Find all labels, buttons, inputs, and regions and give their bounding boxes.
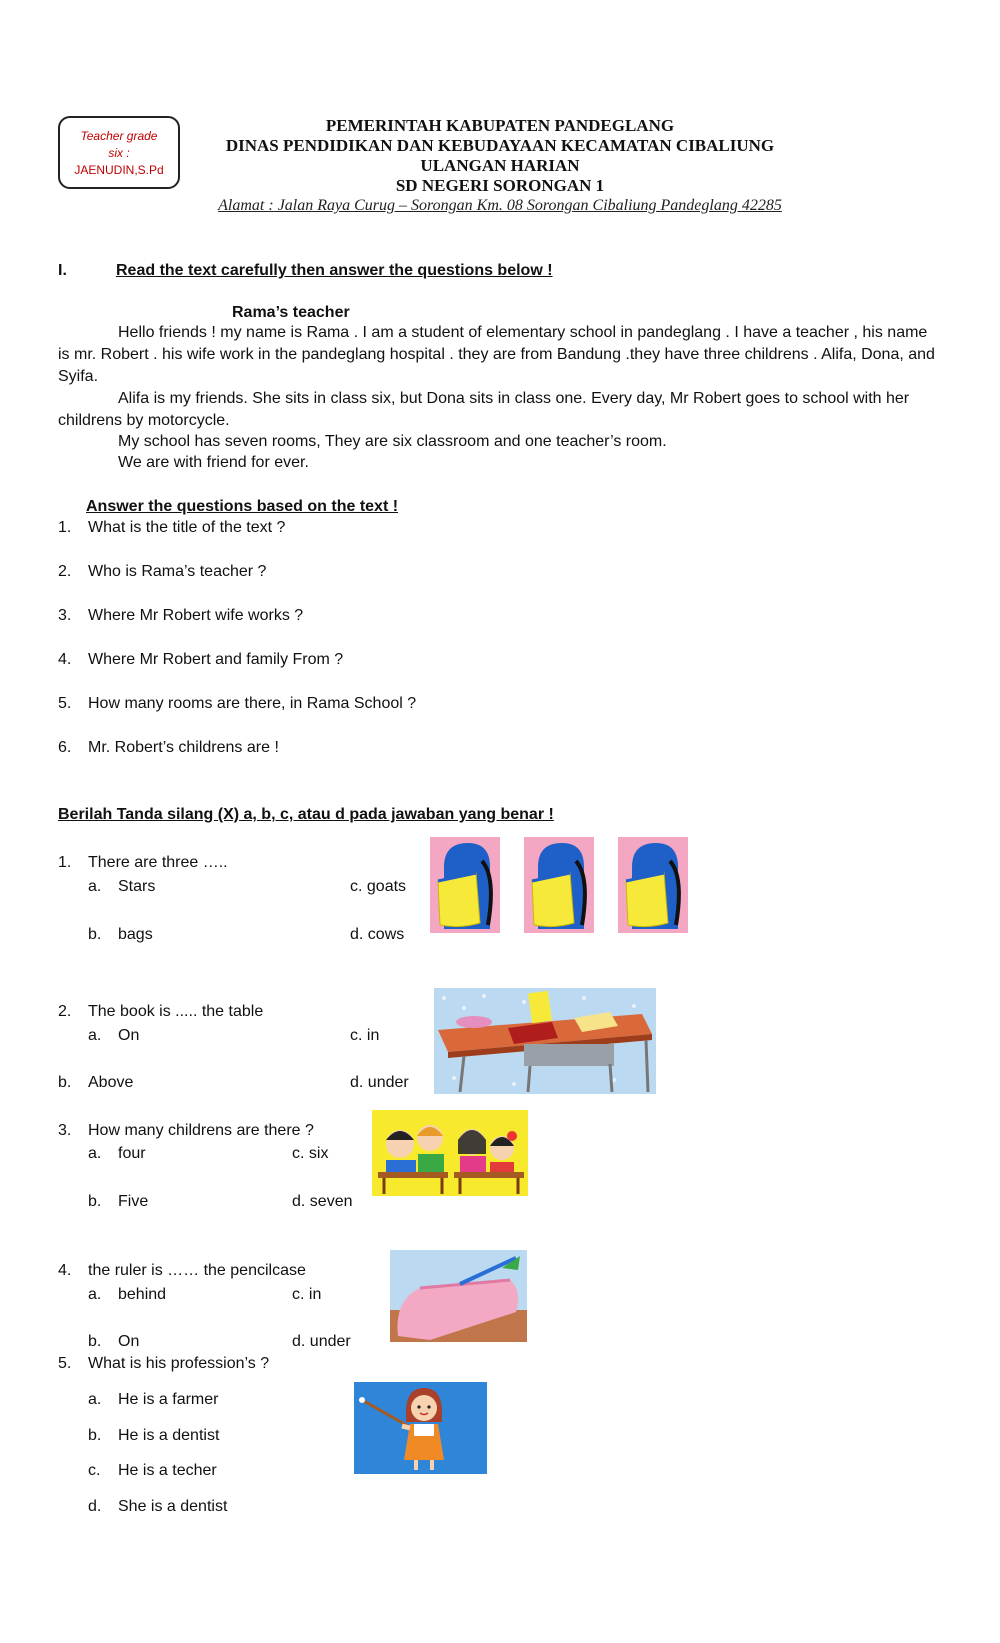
question-number: 6. (58, 739, 72, 756)
mc-question-text: the ruler is …… the pencilcase (88, 1262, 306, 1279)
header-school-name: SD NEGERI SORONGAN 1 (395, 176, 605, 195)
backpack-image (524, 837, 594, 933)
option-a: He is a farmer (118, 1391, 219, 1408)
question-number: 4. (58, 651, 72, 668)
multiple-choice-instruction: Berilah Tanda silang (X) a, b, c, atau d pada jawaban yang benar ! (58, 806, 554, 823)
mc-question-number: 4. (58, 1262, 72, 1279)
teacher-grade-label: Teacher grade (80, 129, 158, 143)
backpack-icon (618, 837, 688, 933)
option-b: Above (88, 1074, 134, 1091)
option-a: On (118, 1027, 140, 1044)
option-letter-b: b. (88, 1193, 102, 1210)
option-letter-b: b. (88, 926, 102, 943)
option-d: d. cows (350, 926, 405, 943)
option-letter-b: b. (88, 1333, 102, 1350)
backpack-image (618, 837, 688, 933)
story-paragraph-4: We are with friend for ever. (118, 454, 309, 471)
option-letter-a: a. (88, 1391, 102, 1408)
teacher-image (354, 1382, 487, 1474)
option-b: bags (118, 926, 153, 943)
question-number: 5. (58, 695, 72, 712)
option-d: d. under (350, 1074, 409, 1091)
desk-icon (434, 988, 656, 1094)
option-c: c. six (292, 1145, 329, 1162)
story-paragraph-2: Alifa is my friends. She sits in class six, but Dona sits in class one. Every day, Mr Robert goes to school with her childrens by motorcycle. (58, 390, 910, 429)
backpack-icon (524, 837, 594, 933)
option-d: She is a dentist (118, 1498, 228, 1515)
backpack-icon (430, 837, 500, 933)
header-government: PEMERINTAH KABUPATEN PANDEGLANG (325, 116, 675, 135)
question-text: How many rooms are there, in Rama School ? (88, 695, 417, 712)
option-letter-a: a. (88, 1027, 102, 1044)
mc-question-text: The book is ..... the table (88, 1003, 264, 1020)
option-b: On (118, 1333, 140, 1350)
header-address: Alamat : Jalan Raya Curug – Sorongan Km. 08 Sorongan Cibaliung Pandeglang 42285 (218, 197, 782, 214)
option-c: c. in (292, 1286, 322, 1303)
section-instruction: Read the text carefully then answer the questions below ! (116, 262, 553, 279)
option-letter-c: c. (88, 1462, 101, 1479)
option-a: Stars (118, 878, 156, 895)
teacher-name: JAENUDIN,S.Pd (74, 163, 164, 177)
mc-question-number: 1. (58, 854, 72, 871)
children-icon (372, 1110, 528, 1196)
option-letter-a: a. (88, 1286, 102, 1303)
teacher-icon (354, 1382, 487, 1474)
question-number: 1. (58, 519, 72, 536)
option-d: d. under (292, 1333, 351, 1350)
teacher-name-box (58, 116, 180, 189)
option-a: four (118, 1145, 146, 1162)
mc-question-text: What is his profession’s ? (88, 1355, 270, 1372)
option-b: He is a dentist (118, 1427, 220, 1444)
question-number: 2. (58, 563, 72, 580)
question-number: 3. (58, 607, 72, 624)
story-paragraph-1: Hello friends ! my name is Rama . I am a student of elementary school in pandeglang . I have a teacher , his name is mr. Robert . his wife work in the pandeglang hospital . they are from Bandung .they have three childrens . Alifa, Dona, and Syifa. (58, 324, 935, 385)
children-image (372, 1110, 528, 1196)
question-text: What is the title of the text ? (88, 519, 286, 536)
mc-question-number: 2. (58, 1003, 72, 1020)
option-letter-b: b. (58, 1074, 72, 1091)
option-letter-b: b. (88, 1427, 102, 1444)
option-a: behind (118, 1286, 167, 1303)
mc-question-number: 5. (58, 1355, 72, 1372)
pencilcase-image (390, 1250, 527, 1342)
option-d: d. seven (292, 1193, 353, 1210)
section-number: I. (58, 262, 67, 279)
option-letter-a: a. (88, 1145, 102, 1162)
option-c: c. in (350, 1027, 380, 1044)
question-text: Where Mr Robert wife works ? (88, 607, 304, 624)
answer-heading: Answer the questions based on the text ! (86, 498, 399, 515)
question-text: Mr. Robert’s childrens are ! (88, 739, 279, 756)
story-title: Rama’s teacher (232, 304, 350, 321)
pencilcase-icon (390, 1250, 527, 1342)
option-b: Five (118, 1193, 149, 1210)
question-text: Where Mr Robert and family From ? (88, 651, 344, 668)
question-text: Who is Rama’s teacher ? (88, 563, 267, 580)
backpack-image (430, 837, 500, 933)
header-exam-type: ULANGAN HARIAN (420, 156, 580, 175)
book-on-table-image (434, 988, 656, 1094)
option-letter-d: d. (88, 1498, 102, 1515)
mc-question-number: 3. (58, 1122, 72, 1139)
story-paragraph-3: My school has seven rooms, They are six classroom and one teacher’s room. (118, 433, 667, 450)
mc-question-text: How many childrens are there ? (88, 1122, 314, 1139)
option-c: c. goats (350, 878, 407, 895)
option-c: He is a techer (118, 1462, 217, 1479)
mc-question-text: There are three ….. (88, 854, 228, 871)
header-department: DINAS PENDIDIKAN DAN KEBUDAYAAN KECAMATAN CIBALIUNG (225, 136, 775, 155)
teacher-grade-six: six : (108, 146, 130, 160)
option-letter-a: a. (88, 878, 102, 895)
